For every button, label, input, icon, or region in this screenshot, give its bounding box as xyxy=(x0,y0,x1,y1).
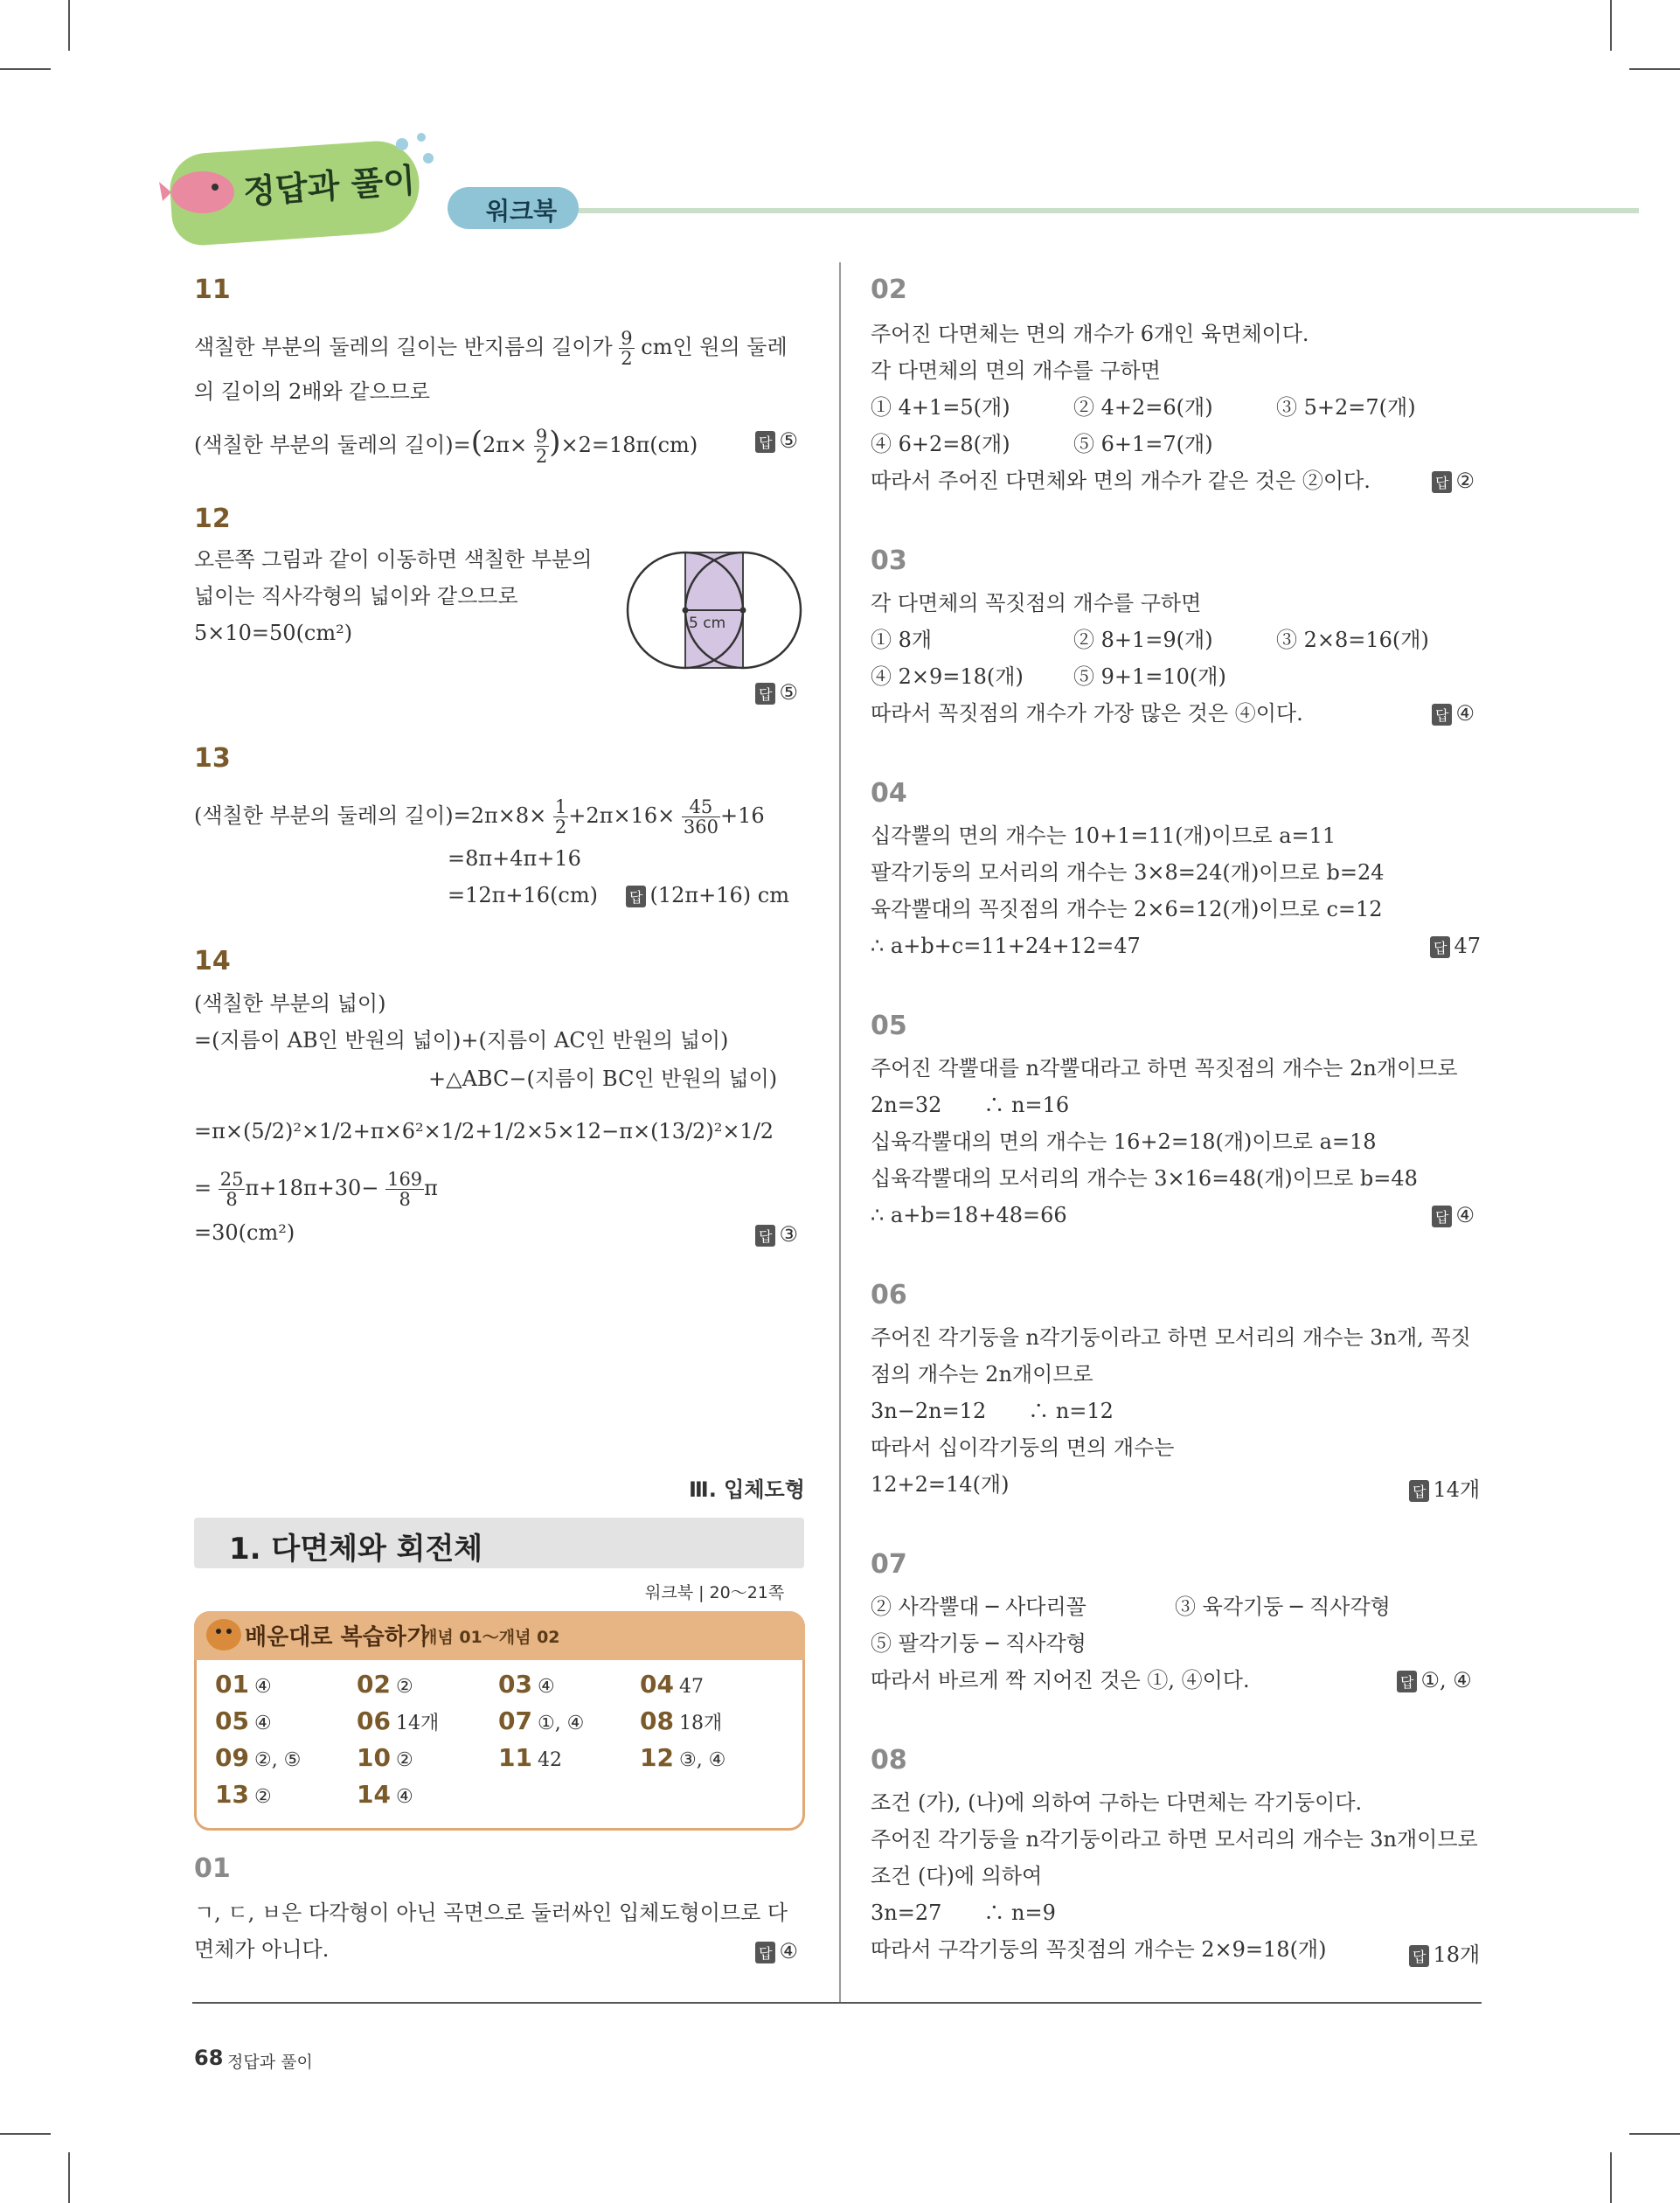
problem-number: 05 xyxy=(871,1011,907,1041)
solution-line: 조건 (다)에 의하여 xyxy=(871,1864,1043,1888)
answer-mark: 답 ⑤ xyxy=(755,428,798,453)
problem-number: 04 xyxy=(871,778,907,809)
fraction: $\frac{25}{8}$ xyxy=(219,1169,244,1210)
fraction: $\frac{1}{2}$ xyxy=(554,796,567,837)
crop-mark xyxy=(1610,2152,1612,2203)
answer-mark: 답 ⑤ xyxy=(755,680,798,705)
circles-figure xyxy=(622,547,806,671)
fraction: $\frac{9}{2}$ xyxy=(535,426,548,467)
solution-line: 조건 (가), (나)에 의하여 구하는 다면체는 각기둥이다. xyxy=(871,1790,1363,1815)
solution-line: 따라서 꼭짓점의 개수가 가장 많은 것은 ④이다. xyxy=(871,701,1303,726)
answer-mark: 답 ④ xyxy=(1432,701,1475,726)
choice: ⑤ 6+1=7(개) xyxy=(1073,432,1213,456)
problem-number: 08 xyxy=(871,1745,907,1776)
header-title: 정답과 풀이 xyxy=(241,161,417,212)
solution-line: 육각뿔대의 꼭짓점의 개수는 2×6=12(개)이므로 c=12 xyxy=(871,897,1383,921)
solution-line: =π×(5/2)²×1/2+π×6²×1/2+1/2×5×12−π×(13/2)²×1/2 xyxy=(194,1119,774,1143)
solution-line: 따라서 주어진 다면체와 면의 개수가 같은 것은 ②이다. xyxy=(871,469,1371,493)
footer-label: 정답과 풀이 xyxy=(227,2053,313,2072)
problem-number: 01 xyxy=(194,1853,231,1884)
review-answer: 12 ③, ④ xyxy=(640,1743,726,1772)
solution-line: 따라서 십이각기둥의 면의 개수는 xyxy=(871,1435,1175,1460)
review-answer: 10 ② xyxy=(357,1743,413,1772)
review-answer: 06 14개 xyxy=(357,1706,440,1735)
fraction: $\frac{9}{2}$ xyxy=(621,328,633,369)
column-divider xyxy=(839,262,841,2002)
choice: ③ 육각기둥 ─ 직사각형 xyxy=(1175,1595,1391,1619)
solution-line: 의 길이의 2배와 같으므로 xyxy=(194,379,430,404)
crop-mark xyxy=(1629,68,1680,70)
solution-line: ㄱ, ㄷ, ㅂ은 다각형이 아닌 곡면으로 둘러싸인 입체도형이므로 다 xyxy=(194,1901,788,1925)
footer-rule xyxy=(192,2002,1482,2004)
solution-line: 12+2=14(개) xyxy=(871,1472,1010,1497)
problem-number: 06 xyxy=(871,1280,907,1310)
solution-line: 5×10=50(cm²) xyxy=(194,621,353,645)
review-answer: 07 ①, ④ xyxy=(498,1706,585,1735)
solution-line: 따라서 바르게 짝 지어진 것은 ①, ④이다. xyxy=(871,1668,1250,1692)
review-range: 개념 01～개념 02 xyxy=(421,1628,560,1647)
crop-mark xyxy=(0,68,51,70)
problem-number: 02 xyxy=(871,275,907,305)
solution-line: 넓이는 직사각형의 넓이와 같으므로 xyxy=(194,584,518,608)
solution-line: (색칠한 부분의 둘레의 길이)=(2π× $\frac{9}{2}$ )×2=18π(cm) xyxy=(194,425,698,467)
crop-mark xyxy=(0,2133,51,2135)
tab-workbook xyxy=(448,187,579,229)
solution-line: 따라서 구각기둥의 꼭짓점의 개수는 2×9=18(개) xyxy=(871,1937,1327,1962)
choice: ⑤ 팔각기둥 ─ 직사각형 xyxy=(871,1631,1086,1656)
solution-line: (색칠한 부분의 둘레의 길이)=2π×8× $\frac{1}{2}$ +2π×16× $\frac{45}{360}$ +16 xyxy=(194,796,765,837)
page-reference: 워크북 | 20～21쪽 xyxy=(645,1583,785,1602)
solution-line: 각 다면체의 꼭짓점의 개수를 구하면 xyxy=(871,591,1202,615)
solution-line: 주어진 각기둥을 n각기둥이라고 하면 모서리의 개수는 3n개이므로 xyxy=(871,1827,1478,1852)
solution-line: 십육각뿔대의 모서리의 개수는 3×16=48(개)이므로 b=48 xyxy=(871,1166,1418,1191)
crop-mark xyxy=(1629,2133,1680,2135)
review-answer: 14 ④ xyxy=(357,1780,413,1809)
choice: ① 8개 xyxy=(871,628,933,652)
fraction: $\frac{169}{8}$ xyxy=(387,1169,423,1210)
answer-mark: 답 ①, ④ xyxy=(1397,1668,1472,1692)
crop-mark xyxy=(68,2152,70,2203)
solution-line: 색칠한 부분의 둘레의 길이는 반지름의 길이가 $\frac{9}{2}$ cm인 원의 둘레 xyxy=(194,328,788,369)
choice: ⑤ 9+1=10(개) xyxy=(1073,664,1226,689)
review-answer: 01 ④ xyxy=(215,1670,272,1699)
problem-number: 14 xyxy=(194,946,231,976)
solution-line: 십각뿔의 면의 개수는 10+1=11(개)이므로 a=11 xyxy=(871,824,1336,848)
solution-line: (색칠한 부분의 넓이) xyxy=(194,991,386,1016)
choice: ② 4+2=6(개) xyxy=(1073,395,1213,420)
solution-line: =30(cm²) xyxy=(194,1220,295,1245)
answer-mark: 답 ④ xyxy=(1432,1203,1475,1227)
review-answer: 05 ④ xyxy=(215,1706,272,1735)
review-answer: 09 ②, ⑤ xyxy=(215,1743,302,1772)
choice: ① 4+1=5(개) xyxy=(871,395,1010,420)
solution-line: =12π+16(cm) xyxy=(448,883,598,907)
choice: ② 8+1=9(개) xyxy=(1073,628,1213,652)
solution-line: 3n−2n=12 ∴ n=12 xyxy=(871,1399,1114,1423)
solution-line: =(지름이 AB인 반원의 넓이)+(지름이 AC인 반원의 넓이) xyxy=(194,1028,729,1053)
solution-line: 2n=32 ∴ n=16 xyxy=(871,1093,1070,1117)
solution-line: 3n=27 ∴ n=9 xyxy=(871,1901,1056,1925)
figure-label: 5 cm xyxy=(689,615,726,632)
solution-line: ∴ a+b+c=11+24+12=47 xyxy=(871,934,1141,958)
problem-number: 03 xyxy=(871,546,907,576)
whale-icon xyxy=(157,156,245,226)
choice: ③ 5+2=7(개) xyxy=(1276,395,1416,420)
header-rule xyxy=(559,208,1639,213)
problem-number: 12 xyxy=(194,504,231,534)
review-answer: 02 ② xyxy=(357,1670,413,1699)
review-answer: 08 18개 xyxy=(640,1706,723,1735)
dog-icon xyxy=(198,1607,250,1657)
solution-line: 면체가 아니다. xyxy=(194,1937,330,1962)
problem-number: 11 xyxy=(194,275,231,305)
review-answer: 03 ④ xyxy=(498,1670,555,1699)
crop-mark xyxy=(68,0,70,51)
problem-number: 13 xyxy=(194,743,231,774)
choice: ④ 6+2=8(개) xyxy=(871,432,1010,456)
review-answer: 11 42 xyxy=(498,1743,562,1772)
solution-line: +△ABC−(지름이 BC인 반원의 넓이) xyxy=(428,1067,778,1091)
solution-line: =8π+4π+16 xyxy=(448,846,581,871)
answer-mark: 답 14개 xyxy=(1409,1472,1480,1503)
solution-line: ∴ a+b=18+48=66 xyxy=(871,1203,1067,1227)
review-answer: 04 47 xyxy=(640,1670,704,1699)
crop-mark xyxy=(1610,0,1612,51)
choice: ③ 2×8=16(개) xyxy=(1276,628,1429,652)
review-answer: 13 ② xyxy=(215,1780,272,1809)
chapter-label: Ⅲ. 입체도형 xyxy=(689,1477,805,1502)
solution-line: = $\frac{25}{8}$ π+18π+30− $\frac{169}{8}$ π xyxy=(194,1169,438,1210)
fraction: $\frac{45}{360}$ xyxy=(683,796,719,837)
choice: ④ 2×9=18(개) xyxy=(871,664,1024,689)
solution-line: 주어진 각기둥을 n각기둥이라고 하면 모서리의 개수는 3n개, 꼭짓 xyxy=(871,1325,1471,1350)
answer-mark: 답 (12π+16) cm xyxy=(626,883,789,907)
section-title: 1. 다면체와 회전체 xyxy=(229,1532,483,1567)
answer-mark: 답 47 xyxy=(1430,934,1481,958)
solution-line: 주어진 각뿔대를 n각뿔대라고 하면 꼭짓점의 개수는 2n개이므로 xyxy=(871,1056,1458,1081)
problem-number: 07 xyxy=(871,1549,907,1580)
answer-mark: 답 ④ xyxy=(755,1939,798,1963)
answer-mark: 답 ③ xyxy=(755,1222,798,1247)
solution-line: 점의 개수는 2n개이므로 xyxy=(871,1362,1093,1386)
page-number: 68 xyxy=(194,2046,224,2070)
answer-mark: 답 18개 xyxy=(1409,1937,1480,1968)
solution-line: 십육각뿔대의 면의 개수는 16+2=18(개)이므로 a=18 xyxy=(871,1129,1377,1154)
tab-workbook-label: 워크북 xyxy=(486,197,558,226)
review-title: 배운대로 복습하기 xyxy=(245,1624,428,1651)
solution-line: 팔각기둥의 모서리의 개수는 3×8=24(개)이므로 b=24 xyxy=(871,860,1385,885)
solution-line: 각 다면체의 면의 개수를 구하면 xyxy=(871,358,1161,383)
answer-mark: 답 ② xyxy=(1432,469,1475,493)
solution-line: 오른쪽 그림과 같이 이동하면 색칠한 부분의 xyxy=(194,547,593,572)
choice: ② 사각뿔대 ─ 사다리꼴 xyxy=(871,1595,1086,1619)
solution-line: 주어진 다면체는 면의 개수가 6개인 육면체이다. xyxy=(871,322,1309,346)
